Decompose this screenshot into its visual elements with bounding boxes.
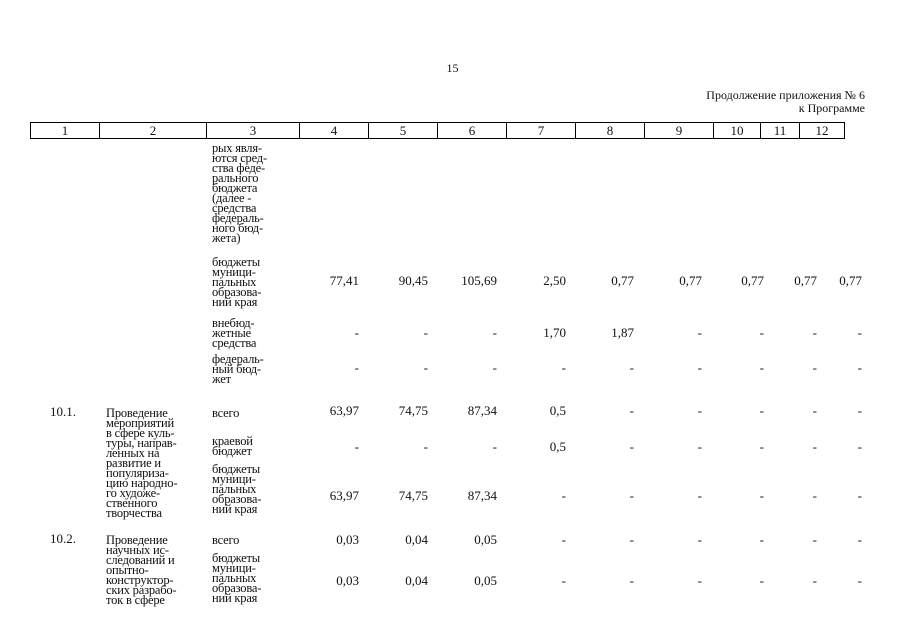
value-cell: - — [561, 488, 566, 503]
funding-source-line: (далее - — [212, 191, 252, 205]
funding-source — [212, 535, 294, 545]
value-cell: 0,03 — [336, 573, 359, 588]
value-cell: - — [354, 325, 359, 340]
funding-source-line: ный бюд- — [212, 362, 261, 376]
value-cell: - — [423, 360, 428, 375]
funding-source-line: ний края — [212, 295, 258, 309]
activity-name-line: мероприятий — [106, 416, 174, 430]
funding-source-line: средства — [212, 201, 257, 215]
activity-name-line: ственного — [106, 496, 158, 510]
activity-name-line: ленных на — [106, 446, 160, 460]
value-cell: 2,50 — [543, 273, 566, 288]
activity-name-line: научных ис- — [106, 543, 169, 557]
header-cell: 8 — [576, 123, 645, 139]
value-cell: - — [697, 488, 702, 503]
funding-source — [212, 553, 294, 603]
value-cell: - — [697, 532, 702, 547]
page-number: 15 — [446, 61, 459, 75]
header-cell: 10 — [714, 123, 761, 139]
activity-name-line: туры, направ- — [106, 436, 177, 450]
value-cell: - — [812, 532, 817, 547]
funding-source-line: муници- — [212, 561, 256, 575]
activity-name-line: в сфере куль- — [106, 426, 175, 440]
value-cell: - — [629, 403, 634, 418]
header-cell: 5 — [369, 123, 438, 139]
value-cell: 0,04 — [405, 532, 428, 547]
value-cell: - — [697, 439, 702, 454]
value-cell: - — [759, 573, 764, 588]
value-cell: - — [857, 403, 862, 418]
activity-name-line: популяриза- — [106, 466, 169, 480]
value-cell: 87,34 — [467, 488, 497, 503]
value-cell: 0,05 — [474, 573, 497, 588]
value-cell: - — [492, 360, 497, 375]
row-number: 10.1. — [50, 404, 76, 419]
header-cell: 4 — [300, 123, 369, 139]
funding-source-line: всего — [212, 406, 240, 420]
value-cell: - — [759, 439, 764, 454]
value-cell: - — [812, 573, 817, 588]
funding-source-line: образова- — [212, 492, 262, 506]
value-cell: - — [629, 488, 634, 503]
value-cell: 105,69 — [461, 273, 497, 288]
funding-source-line: ний края — [212, 591, 258, 605]
continuation-line-2: к Программе — [798, 101, 865, 115]
funding-source-line: жетные — [212, 326, 251, 340]
value-cell: 0,5 — [549, 403, 566, 418]
activity-name — [106, 408, 206, 518]
value-cell: - — [354, 360, 359, 375]
value-cell: - — [492, 325, 497, 340]
value-cell: 0,5 — [549, 439, 566, 454]
value-cell: - — [857, 573, 862, 588]
value-cell: 1,87 — [611, 325, 634, 340]
activity-name — [106, 535, 206, 605]
value-cell: - — [629, 360, 634, 375]
value-cell: 87,34 — [467, 403, 497, 418]
funding-source-line: жет — [212, 372, 231, 386]
funding-source-line: муници- — [212, 265, 256, 279]
value-cell: - — [857, 488, 862, 503]
value-cell: 0,77 — [679, 273, 702, 288]
value-cell: - — [759, 325, 764, 340]
funding-source-line: муници- — [212, 472, 256, 486]
funding-source-line: бюджета — [212, 181, 258, 195]
activity-name-line: цию народно- — [106, 476, 178, 490]
value-cell: - — [697, 325, 702, 340]
value-cell: - — [697, 403, 702, 418]
header-cell: 7 — [507, 123, 576, 139]
value-cell: 0,05 — [474, 532, 497, 547]
header-cell: 6 — [438, 123, 507, 139]
value-cell: 0,04 — [405, 573, 428, 588]
value-cell: 0,03 — [336, 532, 359, 547]
funding-source-line: краевой — [212, 434, 253, 448]
activity-name-line: конструктор- — [106, 573, 174, 587]
funding-source-line: ного бюд- — [212, 221, 263, 235]
funding-source — [212, 354, 294, 384]
value-cell: - — [812, 439, 817, 454]
funding-source — [212, 408, 294, 418]
activity-name-line: опытно- — [106, 563, 149, 577]
value-cell: - — [561, 532, 566, 547]
value-cell: - — [629, 573, 634, 588]
funding-source-line: внебюд- — [212, 316, 255, 330]
activity-name-line: Проведение — [106, 533, 168, 547]
value-cell: - — [697, 360, 702, 375]
value-cell: 74,75 — [398, 488, 428, 503]
funding-source-line: рального — [212, 171, 259, 185]
value-cell: - — [561, 573, 566, 588]
value-cell: 63,97 — [329, 488, 359, 503]
value-cell: - — [423, 439, 428, 454]
funding-source-line: пальных — [212, 482, 257, 496]
value-cell: - — [857, 439, 862, 454]
value-cell: - — [759, 488, 764, 503]
activity-name-line: творчества — [106, 506, 162, 520]
funding-source-line: всего — [212, 533, 240, 547]
continuation-line-1: Продолжение приложения № 6 — [706, 88, 865, 102]
funding-source-line: пальных — [212, 571, 257, 585]
header-cell: 9 — [645, 123, 714, 139]
funding-source-line: бюджеты — [212, 551, 260, 565]
funding-source-line: бюджеты — [212, 255, 260, 269]
funding-source-line: рых явля- — [212, 141, 262, 155]
funding-source — [212, 436, 294, 456]
activity-name-line: ских разрабо- — [106, 583, 177, 597]
funding-source — [212, 318, 294, 348]
funding-source-line: пальных — [212, 275, 257, 289]
funding-source-line: жета) — [212, 231, 241, 245]
header-cell: 1 — [31, 123, 100, 139]
header-cell: 2 — [100, 123, 207, 139]
value-cell: - — [812, 488, 817, 503]
funding-source-line: образова- — [212, 285, 262, 299]
value-cell: 77,41 — [329, 273, 359, 288]
funding-source-line: ний края — [212, 502, 258, 516]
value-cell: 1,70 — [543, 325, 566, 340]
value-cell: - — [561, 360, 566, 375]
funding-source-line: средства — [212, 336, 257, 350]
activity-name-line: Проведение — [106, 406, 168, 420]
activity-name-line: развитие и — [106, 456, 161, 470]
continuation-note — [706, 89, 865, 115]
value-cell: - — [354, 439, 359, 454]
value-cell: 0,77 — [794, 273, 817, 288]
activity-name-line: го художе- — [106, 486, 160, 500]
value-cell: - — [629, 439, 634, 454]
value-cell: - — [857, 360, 862, 375]
header-cell: 12 — [800, 123, 845, 139]
funding-source-line: ства феде- — [212, 161, 265, 175]
table-header — [30, 122, 845, 139]
funding-source — [212, 464, 294, 514]
value-cell: - — [759, 403, 764, 418]
value-cell: 74,75 — [398, 403, 428, 418]
funding-source-line: бюджеты — [212, 462, 260, 476]
value-cell: - — [857, 325, 862, 340]
activity-name-line: следований и — [106, 553, 175, 567]
value-cell: - — [812, 360, 817, 375]
funding-source — [212, 257, 294, 307]
funding-source-line: бюджет — [212, 444, 252, 458]
value-cell: - — [812, 325, 817, 340]
header-cell: 3 — [207, 123, 300, 139]
funding-source-line: федераль- — [212, 211, 264, 225]
value-cell: - — [697, 573, 702, 588]
activity-name-line: ток в сфере — [106, 593, 165, 607]
value-cell: - — [629, 532, 634, 547]
row-number: 10.2. — [50, 531, 76, 546]
value-cell: - — [812, 403, 817, 418]
value-cell: 63,97 — [329, 403, 359, 418]
value-cell: - — [759, 360, 764, 375]
funding-source-line: ются сред- — [212, 151, 267, 165]
funding-source — [212, 143, 294, 243]
value-cell: - — [857, 532, 862, 547]
header-cell: 11 — [761, 123, 800, 139]
value-cell: - — [759, 532, 764, 547]
value-cell: - — [492, 439, 497, 454]
value-cell: 0,77 — [839, 273, 862, 288]
value-cell: 0,77 — [611, 273, 634, 288]
value-cell: 90,45 — [398, 273, 428, 288]
value-cell: - — [423, 325, 428, 340]
value-cell: 0,77 — [741, 273, 764, 288]
funding-source-line: федераль- — [212, 352, 264, 366]
funding-source-line: образова- — [212, 581, 262, 595]
